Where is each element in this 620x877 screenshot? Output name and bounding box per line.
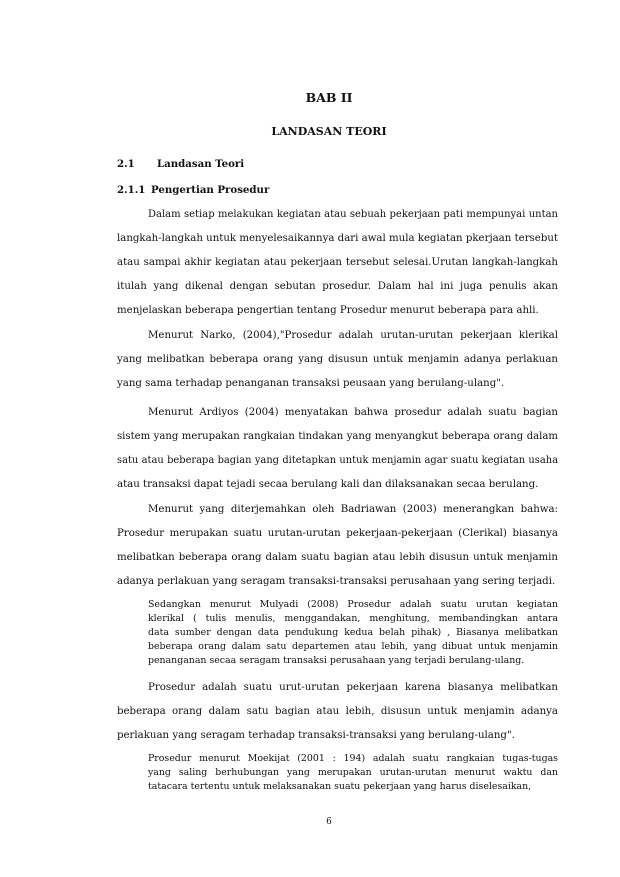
section-title: Landasan Teori	[157, 158, 245, 170]
subsection-title: Pengertian Prosedur	[151, 184, 270, 196]
paragraph-line: satu atau beberapa bagian yang ditetapkan untuk menjamin agar suatu kegiatan usaha	[117, 455, 558, 466]
paragraph-line: itulah yang dikenal dengan sebutan prosedur. Dalam hal ini juga penulis akan	[117, 281, 558, 292]
paragraph-line: yang sama terhadap penanganan transaksi peusaan yang berulang-ulang".	[117, 378, 505, 389]
paragraph-line: Prosedur merupakan suatu urutan-urutan pekerjaan-pekerjaan (Clerikal) biasanya	[117, 528, 558, 539]
paragraph-line: atau sampai akhir kegiatan atau pekerjaan tersebut selesai.Urutan langkah-langkah	[117, 257, 558, 268]
paragraph-line: Prosedur adalah suatu urut-urutan pekerjaan karena biasanya melibatkan	[148, 682, 558, 693]
section-number: 2.1	[117, 158, 135, 170]
paragraph-line: adanya perlakuan yang seragam transaksi-transaksi perusahaan yang sering terjadi.	[117, 576, 556, 587]
paragraph-line: perlakuan yang seragam terhadap transaksi-transaksi yang berulang-ulang".	[117, 730, 515, 741]
paragraph-line: Menurut Narko, (2004),"Prosedur adalah urutan-urutan pekerjaan klerikal	[148, 330, 558, 341]
paragraph-line: langkah-langkah untuk menyelesaikannya dari awal mula kegiatan pkerjaan tersebut	[117, 233, 558, 244]
paragraph-line: Menurut Ardiyos (2004) menyatakan bahwa prosedur adalah suatu bagian	[148, 407, 558, 418]
quote-line: klerikal ( tulis menulis, menggandakan, menghitung, membandingkan antara	[148, 613, 558, 624]
paragraph-line: Dalam setiap melakukan kegiatan atau sebuah pekerjaan pati mempunyai untan	[148, 209, 558, 220]
quote-line: data sumber dengan data pendukung kedua belah pihak) , Biasanya melibatkan	[148, 627, 558, 638]
quote-line: Sedangkan menurut Mulyadi (2008) Prosedur adalah suatu urutan kegiatan	[148, 599, 558, 610]
quote-line: penanganan secaa seragam transaksi perusahaan yang terjadi berulang-ulang.	[148, 655, 525, 666]
quote-line: yang saling berhubungan yang merupakan urutan-urutan menurut waktu dan	[148, 767, 558, 778]
quote-line: tatacara tertentu untuk melaksanakan suatu pekerjaan yang harus diselesaikan,	[148, 781, 532, 792]
paragraph-line: menjelaskan beberapa pengertian tentang Prosedur menurut beberapa para ahli.	[117, 305, 539, 316]
page-number: 6	[326, 817, 332, 827]
paragraph-line: atau transaksi dapat tejadi secaa berulang kali dan dilaksanakan secaa berulang.	[117, 479, 539, 490]
quote-line: beberapa orang dalam satu departemen atau lebih, yang dibuat untuk menjamin	[148, 641, 558, 652]
subsection-number: 2.1.1	[117, 184, 146, 196]
chapter-heading: BAB II	[305, 90, 353, 105]
chapter-title: LANDASAN TEORI	[271, 125, 387, 138]
quote-line: Prosedur menurut Moekijat (2001 : 194) adalah suatu rangkaian tugas-tugas	[148, 753, 558, 764]
paragraph-line: Menurut yang diterjemahkan oleh Badriawan (2003) menerangkan bahwa:	[148, 504, 558, 515]
paragraph-line: sistem yang merupakan rangkaian tindakan yang menyangkut beberapa orang dalam	[117, 431, 558, 442]
paragraph-line: beberapa orang dalam satu bagian atau lebih, disusun untuk menjamin adanya	[117, 706, 558, 717]
paragraph-line: yang melibatkan beberapa orang yang disusun untuk menjamin adanya perlakuan	[117, 354, 558, 365]
paragraph-line: melibatkan beberapa orang dalam suatu bagian atau lebih disusun untuk menjamin	[117, 552, 558, 563]
